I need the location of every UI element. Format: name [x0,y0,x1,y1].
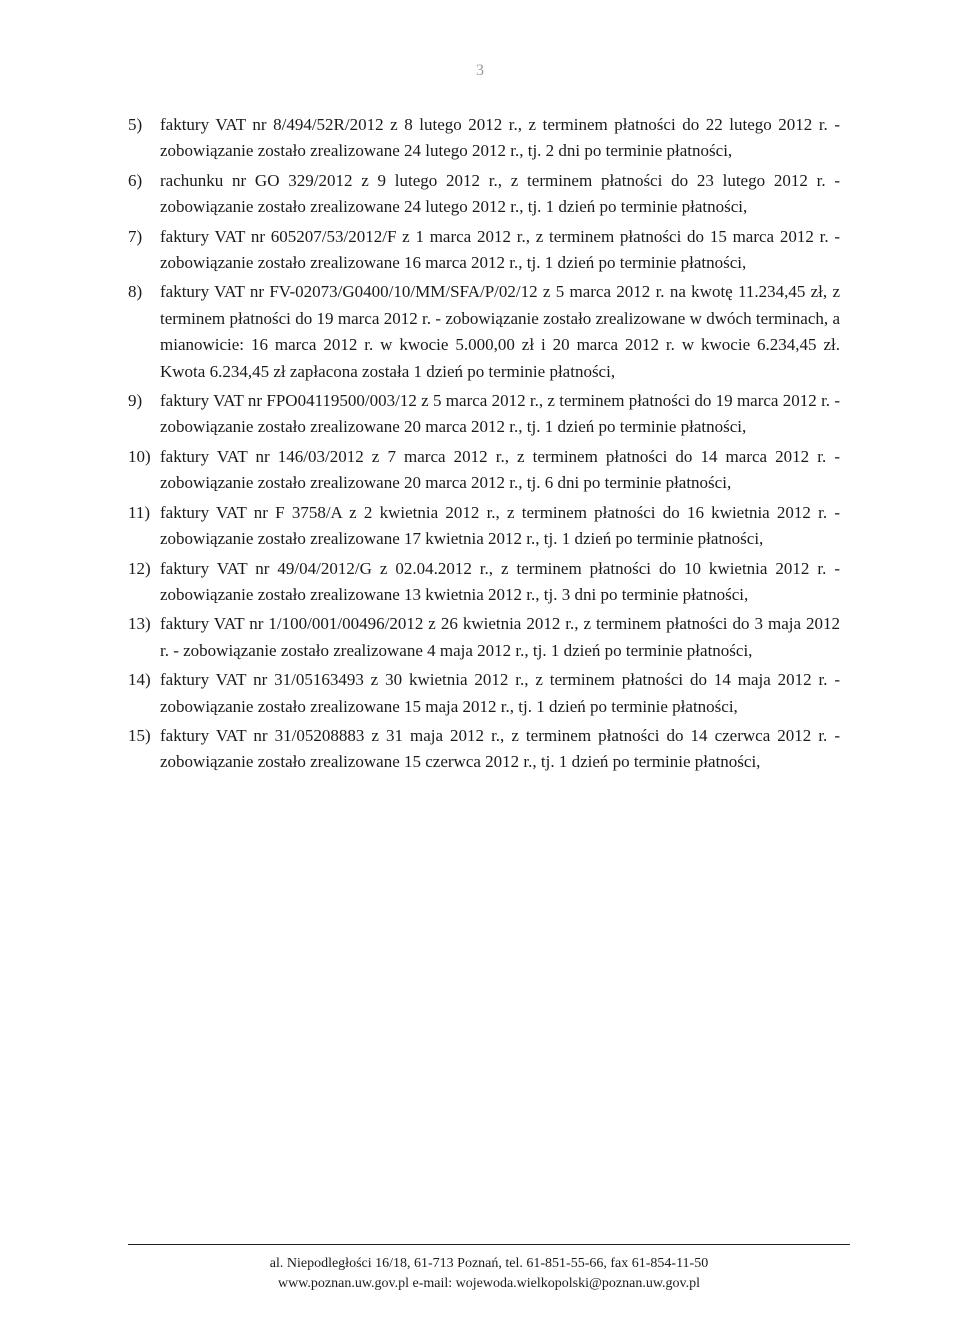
footer-divider [128,1244,850,1245]
list-item [128,388,840,441]
item-text: faktury VAT nr 49/04/2012/G z 02.04.2012 r., z terminem płatności do 10 kwietnia 2012 r. - zobowiązanie zostało zrealizowane 13 kwietnia 2012 r., tj. 3 dni po terminie płatności, [160,558,840,604]
footer-address: al. Niepodległości 16/18, 61-713 Poznań, tel. 61-851-55-66, fax 61-854-11-50 [269,1256,709,1271]
item-text: faktury VAT nr 605207/53/2012/F z 1 marca 2012 r., z terminem płatności do 15 marca 2012 r. - zobowiązanie zostało zrealizowane 16 marca 2012 r., tj. 1 dzień po terminie płatności, [160,226,840,273]
list-item [128,500,840,553]
page-number: 3 [476,62,484,79]
list-item [128,556,840,609]
item-number: 5) [128,115,143,134]
list-item [128,667,840,720]
invoice-list [128,112,840,776]
footer-contact: www.poznan.uw.gov.pl e-mail: wojewoda.wielkopolski@poznan.uw.gov.pl [277,1276,701,1291]
item-number: 13) [128,614,151,634]
item-text: faktury VAT nr FPO04119500/003/12 z 5 marca 2012 r., z terminem płatności do 19 marca 2012 r. - zobowiązanie zostało zrealizowane 20 marca 2012 r., tj. 1 dzień po terminie płatności, [160,391,840,437]
item-text: faktury VAT nr 1/100/001/00496/2012 z 26 kwietnia 2012 r., z terminem płatności do 3 maja 2012 r. - zobowiązanie zostało zrealizowane 4 maja 2012 r., tj. 1 dzień po terminie płatności, [160,614,840,660]
list-item [128,723,840,776]
item-text: faktury VAT nr 8/494/52R/2012 z 8 lutego 2012 r., z terminem płatności do 22 lutego 2012 r. - zobowiązanie zostało zrealizowane 24 lutego 2012 r., tj. 2 dni po terminie płatności, [160,115,840,161]
item-number: 11) [128,502,151,522]
list-item [128,224,840,277]
item-text: faktury VAT nr FV-02073/G0400/10/MM/SFA/P/02/12 z 5 marca 2012 r. na kwotę 11.234,45 zł, z terminem płatności do 19 marca 2012 r. - zobowiązanie zostało zrealizowane w dwóch terminach, a mianowicie: 16 marca 2012 r. w kwocie 5.000,00 zł i 20 marca 2012 r. w kwocie 6.234,45 zł. Kwota 6.234,45 zł zapłacona została 1 dzień po terminie płatności, [160,282,840,381]
item-text: rachunku nr GO 329/2012 z 9 lutego 2012 r., z terminem płatności do 23 lutego 2012 r. - zobowiązanie zostało zrealizowane 24 lutego 2012 r., tj. 1 dzień po terminie płatności, [160,170,840,217]
item-number: 10) [128,446,151,466]
footer [128,1254,850,1294]
list-item [128,279,840,385]
list-item [128,168,840,221]
item-number: 15) [128,725,151,745]
list-item [128,611,840,664]
item-number: 7) [128,226,143,246]
item-text: faktury VAT nr 146/03/2012 z 7 marca 2012 r., z terminem płatności do 14 marca 2012 r. - zobowiązanie zostało zrealizowane 20 marca 2012 r., tj. 6 dni po terminie płatności, [160,446,840,493]
item-number: 8) [128,282,143,302]
item-text: faktury VAT nr F 3758/A z 2 kwietnia 2012 r., z terminem płatności do 16 kwietnia 2012 r. - zobowiązanie zostało zrealizowane 17 kwietnia 2012 r., tj. 1 dzień po terminie płatności, [160,502,840,549]
item-text: faktury VAT nr 31/05208883 z 31 maja 2012 r., z terminem płatności do 14 czerwca 2012 r. - zobowiązanie zostało zrealizowane 15 czerwca 2012 r., tj. 1 dzień po terminie płatności, [160,725,840,772]
list-item [128,112,840,165]
item-number: 12) [128,558,151,578]
item-number: 14) [128,670,151,690]
list-item [128,444,840,497]
item-number: 6) [128,170,143,190]
item-number: 9) [128,391,143,411]
item-text: faktury VAT nr 31/05163493 z 30 kwietnia 2012 r., z terminem płatności do 14 maja 2012 r. - zobowiązanie zostało zrealizowane 15 maja 2012 r., tj. 1 dzień po terminie płatności, [160,670,840,716]
